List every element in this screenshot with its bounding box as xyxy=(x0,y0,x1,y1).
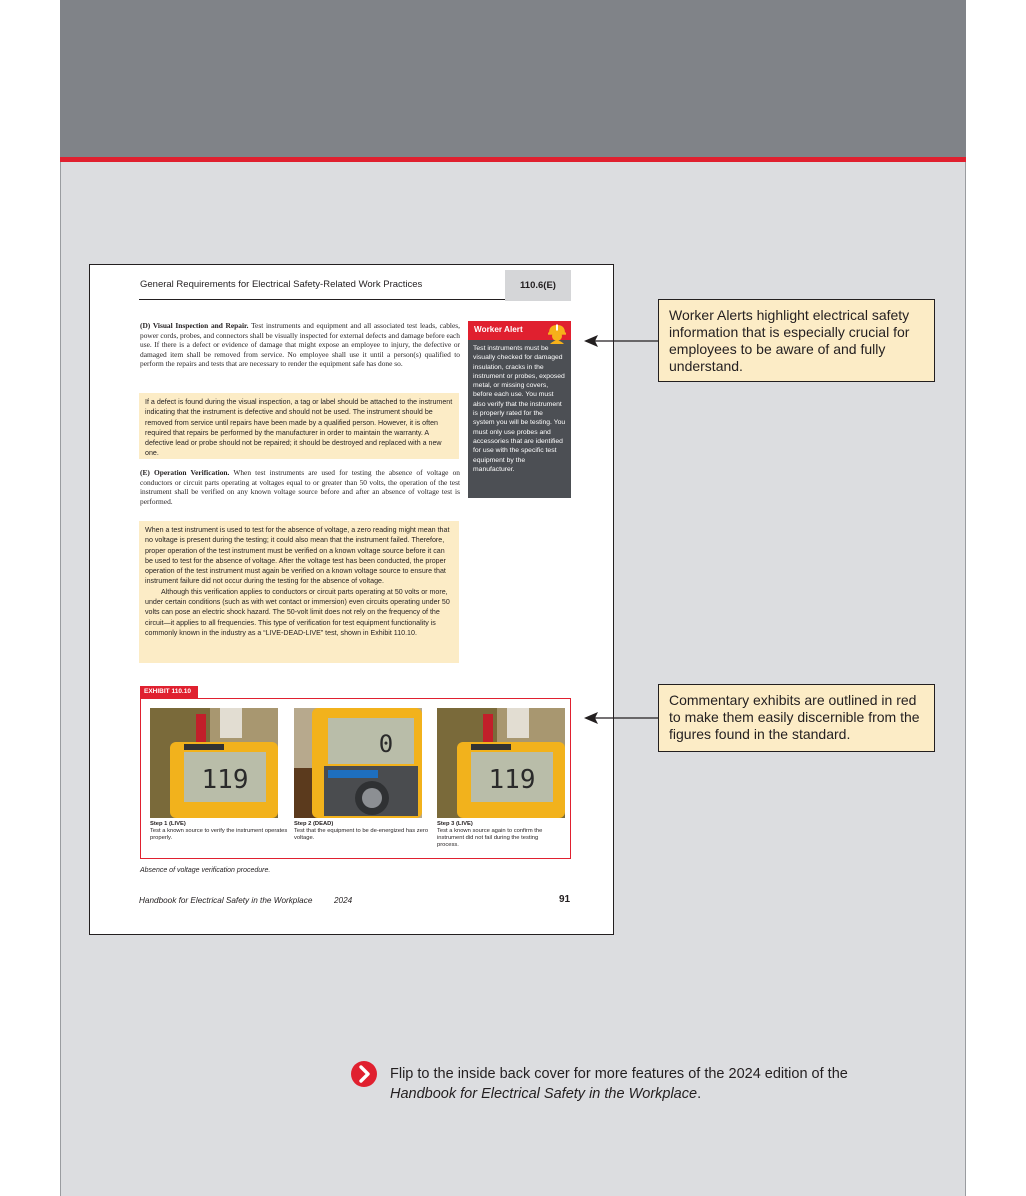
flip-note-text: Flip to the inside back cover for more features of the 2024 edition of the xyxy=(390,1066,848,1082)
paragraph-d-text: Test instruments and equipment and all associated test leads, cables, power cords, probes, and connectors shall be visually inspected for external defects and damage before each use. If there is a defect or evidence of damage that might expose an employee to injury, the defective or damaged item shall be removed from service. No employee shall use it until a person(s) qualified to perform the repairs and tests that are necessary to render the equipment safe has done so. xyxy=(140,321,460,369)
step-text: Test a known source to verify the instrument operates properly. xyxy=(150,828,288,841)
commentary-text: If a defect is found during the visual inspection, a tag or label should be attached to the instrument indicating that the instrument is defective and should not be used. The instrument should be removed from service until repairs have been made by a qualified person. However, it is often required that repairs be performed by the manufacturer in order to maintain the warranty. A defective lead or probe should not be repaired; it should be destroyed and replaced with a new one. xyxy=(145,398,453,458)
standard-paragraph-d xyxy=(140,321,460,369)
exhibit-callout: Commentary exhibits are outlined in red to make them easily discernible from the figures found in the standard. xyxy=(658,684,935,752)
exhibit-frame xyxy=(140,698,571,859)
commentary-text: Although this verification applies to conductors or circuit parts operating at 50 volts or more, under certain conditions (such as with wet contact or immersion) even circuits operating under 50 volts can pose an electric shock hazard. The 50-volt limit does not rely on the frequency of the circuit—it applies to all frequencies. This type of verification for test equipment functionality is commonly known in the industry as a “LIVE-DEAD-LIVE” test, shown in Exhibit 110.10. xyxy=(145,587,450,637)
header-red-rule xyxy=(60,157,966,162)
meter-reading: 0 xyxy=(378,730,394,758)
header-band xyxy=(60,0,966,157)
section-tab: 110.6(E) xyxy=(505,270,571,301)
running-head: General Requirements for Electrical Safety-Related Work Practices xyxy=(140,279,423,290)
footer-year: 2024 xyxy=(334,896,353,905)
worker-alert-callout: Worker Alerts highlight electrical safety information that is especially crucial for employees to be aware of and fully understand. xyxy=(658,299,935,382)
paragraph-e-heading: (E) Operation Verification. xyxy=(140,468,230,477)
exhibit-step-caption xyxy=(294,821,434,842)
exhibit-caption: Absence of voltage verification procedure. xyxy=(140,867,271,874)
flip-note xyxy=(390,1064,870,1104)
handbook-page xyxy=(89,264,614,935)
paragraph-e-text: When test instruments are used for testing the absence of voltage on conductors or circuit parts operating at voltages equal to or greater than 50 volts, the operation of the test instrument shall be verified on any known voltage source before and after an absence of voltage test is performed. xyxy=(140,468,460,506)
step-text: Test that the equipment to be de-energized has zero voltage. xyxy=(294,828,429,841)
commentary-box xyxy=(139,393,459,459)
multimeter-photo-step-1 xyxy=(150,708,278,818)
step-label: Step 1 (LIVE) xyxy=(150,821,186,827)
flip-note-end: . xyxy=(697,1086,702,1102)
meter-reading: 119 xyxy=(488,765,536,795)
multimeter-photo-step-2 xyxy=(294,708,422,818)
step-text: Test a known source again to confirm the instrument did not fail during the testing process. xyxy=(437,828,543,848)
arrow-left-icon xyxy=(582,710,662,726)
commentary-box xyxy=(139,521,459,663)
exhibit-step-caption xyxy=(150,821,290,842)
page-number: 91 xyxy=(559,894,571,905)
arrow-left-icon xyxy=(582,333,662,349)
flip-note-book-title: Handbook for Electrical Safety in the Workplace xyxy=(390,1086,698,1102)
step-label: Step 3 (LIVE) xyxy=(437,821,473,827)
exhibit-tag: EXHIBIT 110.10 xyxy=(140,686,198,698)
running-head-rule xyxy=(139,299,505,300)
worker-alert-box xyxy=(468,321,571,498)
exhibit-step-caption xyxy=(437,821,555,849)
standard-paragraph-e xyxy=(140,468,460,506)
hard-hat-icon xyxy=(546,322,568,344)
worker-alert-header xyxy=(468,321,571,340)
paragraph-d-heading: (D) Visual Inspection and Repair. xyxy=(140,321,249,330)
worker-alert-title: Worker Alert xyxy=(474,325,523,334)
step-label: Step 2 (DEAD) xyxy=(294,821,334,827)
meter-reading: 119 xyxy=(201,765,249,795)
worker-alert-text: Test instruments must be visually checked for damaged insulation, cracks in the instrument or probes, exposed metal, or missing covers, before each use. You must also verify that the instrument is properly rated for the system you will be testing. You must only use probes and accessories that are identified for use with the specific test equipment by the manufacturer. xyxy=(473,345,566,473)
multimeter-photo-step-3 xyxy=(437,708,565,818)
footer-title: Handbook for Electrical Safety in the Workplace xyxy=(139,896,313,905)
chevron-right-icon xyxy=(350,1060,378,1088)
commentary-text: When a test instrument is used to test for the absence of voltage, a zero reading might mean that no voltage is present during the testing; it could also mean that the instrument failed. Therefore, proper operation of the test instrument must be verified on a known voltage source before it can be used to test for the absence of voltage. After the voltage test has been conducted, the proper operation of the test instrument must again be verified on a known voltage source to ensure that instrument failure did not occur during the testing for the absence of voltage. xyxy=(145,526,450,586)
